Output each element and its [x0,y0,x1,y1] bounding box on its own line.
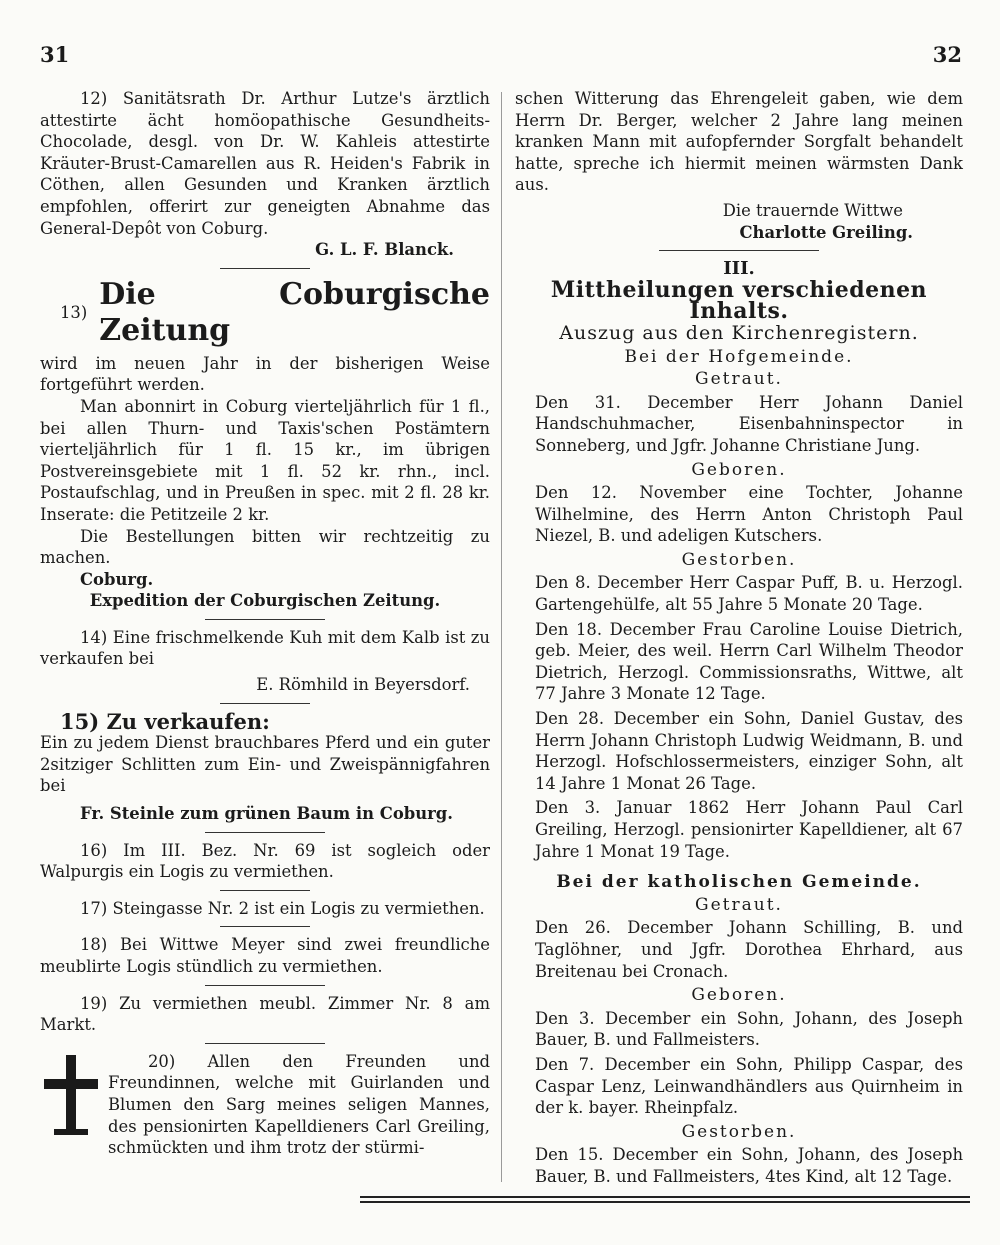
separator-rule [205,1043,325,1044]
ad-15-text: Ein zu jedem Dienst brauchbares Pferd und ein guter 2sitziger Schlitten zum Ein- und Zweispännigfahren bei [40,733,490,796]
ad-20-continued: schen Witterung das Ehrengeleit gaben, wie dem Herrn Dr. Berger, welcher 2 Jahre lang meinen kranken Mann mit aufopfernder Sorgfalt behandelt hatte, spreche ich hiermit meinen wärmsten Dank aus. [515,89,963,195]
separator-rule [220,890,310,891]
ad-13-number: 13) [60,302,88,322]
hof-birth-entry: Den 12. November eine Tochter, Johanne Wilhelmine, des Herrn Anton Christoph Paul Niezel, B. und adeligen Kutschers. [535,483,963,546]
kath-gestorben-label: Gestorben. [681,1121,797,1142]
ad-13-signature: Expedition der Coburgischen Zeitung. [89,591,441,611]
ad-15-signature: Fr. Steinle zum grünen Baum in Coburg. [80,804,453,824]
ad-13-intro: wird im neuen Jahr in der bisherigen Weise fortgeführt werden. [40,353,490,395]
ad-19: 19) Zu vermiethen meubl. Zimmer Nr. 8 am Markt. [40,993,490,1035]
kath-geboren-label: Geboren. [691,985,787,1006]
section-subtitle: Auszug aus den Kirchenregistern. [559,321,919,344]
page-end-double-rule [360,1196,970,1206]
hof-death-entry: Den 18. December Frau Caroline Louise Dietrich, geb. Meier, des weil. Herrn Carl Wilhelm Theodor Dietrich, Herzogl. Commissionsraths, Wittwe, alt 77 Jahre 3 Monate 12 Tage. [535,619,963,704]
kath-birth-entry: Den 7. December ein Sohn, Philipp Caspar, des Caspar Lenz, Leinwandhändlers aus Quirnheim in der k. bayer. Rheinpfalz. [535,1054,963,1118]
kath-getraut-label: Getraut. [695,894,783,915]
ad-13-place: Coburg. [80,569,154,589]
ad-17: 17) Steingasse Nr. 2 ist ein Logis zu vermiethen. [80,898,485,918]
ad-14 [40,627,490,696]
kath-death-entry: Den 15. December ein Sohn, Johann, des Joseph Bauer, B. und Fallmeisters, 4tes Kind, alt 12 Tage. [535,1145,963,1186]
ad-16: 16) Im III. Bez. Nr. 69 ist sogleich oder Walpurgis ein Logis zu vermiethen. [40,840,490,882]
separator-rule [205,832,325,833]
ad-12-text: 12) Sanitätsrath Dr. Arthur Lutze's ärztlich attestirte ächt homöopathische Gesundheits-Chocolade, desgl. von Dr. W. Kahleis attestirte Kräuter-Brust-Camarellen aus R. Heiden's Fabrik in Cöthen, allen Gesunden und Kranken ärztlich empfohlen, offerirt zur geneigten Abnahme das General-Depôt von Coburg. [40,89,490,238]
ad-13-subscription: Man abonnirt in Coburg vierteljährlich für 1 fl., bei allen Thurn- und Taxis'schen Postämtern vierteljährlich für 1 fl. 15 kr., im übrigen Postvereinsgebiete mit 1 fl. 52 kr. rhn., incl. Postaufschlag, und in Preußen in spec. mit 2 fl. 28 kr. Inserate: die Petitzeile 2 kr. [40,396,490,524]
hof-gestorben-label: Gestorben. [681,549,797,570]
separator-rule [220,268,310,269]
ad-13 [40,277,490,612]
hof-death-entry: Den 3. Januar 1862 Herr Johann Paul Carl Greiling, Herzogl. pensionirter Kapelldiener, alt 67 Jahre 1 Monat 19 Tage. [535,798,963,861]
ad-13-orders: Die Bestellungen bitten wir rechtzeitig zu machen. [40,526,490,568]
ad-15-heading: 15) Zu verkaufen: [60,708,270,734]
page-number-right: 32 [932,42,962,67]
ad-14-text: 14) Eine frischmelkende Kuh mit dem Kalb ist zu verkaufen bei [40,627,490,669]
hof-death-entry: Den 28. December ein Sohn, Daniel Gustav, des Herrn Johann Christoph Ludwig Weidmann, B. und Herzogl. Hofschlossermeisters, einziger Sohn, alt 14 Jahre 1 Monat 26 Tage. [535,709,963,793]
hof-heading: Bei der Hofgemeinde. [624,346,854,367]
ad-12 [40,88,490,261]
kath-heading: Bei der katholischen Gemeinde. [556,872,922,893]
hof-death-entry: Den 8. December Herr Caspar Puff, B. u. Herzogl. Gartengehülfe, alt 55 Jahre 5 Monate 20 Tage. [535,573,963,615]
left-column [40,88,490,1159]
ad-12-signature: G. L. F. Blanck. [315,240,454,260]
page-number-left: 31 [40,42,70,67]
separator-rule [205,985,325,986]
section-number: III. [723,258,755,280]
separator-rule [659,250,819,251]
separator-rule [220,926,310,927]
ad-14-signature: E. Römhild in Beyersdorf. [256,675,470,695]
column-divider [501,92,502,1182]
ad-15 [40,708,490,825]
ad-13-title: Die Coburgische Zeitung [99,276,490,348]
ad-20-text: 20) Allen den Freunden und Freundinnen, welche mit Guirlanden und Blumen den Sarg meines seligen Mannes, des pensionirten Kapelldieners Carl Greiling, schmückten und ihm trotz der stürmi- [108,1051,490,1158]
hof-geboren-label: Geboren. [691,459,787,480]
hof-marriage-entry: Den 31. December Herr Johann Daniel Handschuhmacher, Eisenbahninspector in Sonneberg, und Jgfr. Johanne Christiane Jung. [535,392,963,455]
section-title: Mittheilungen verschiedenen Inhalts. [550,276,928,325]
right-column [515,88,963,1191]
separator-rule [220,703,310,704]
kath-birth-entry: Den 3. December ein Sohn, Johann, des Joseph Bauer, B. und Fallmeisters. [535,1008,963,1050]
separator-rule [205,619,325,620]
cross-icon [40,1053,102,1143]
hof-getraut-label: Getraut. [695,369,783,390]
ad-20-signature-line2: Charlotte Greiling. [739,222,913,242]
kath-marriage-entry: Den 26. December Johann Schilling, B. und Taglöhner, und Jgfr. Dorothea Ehrhard, aus Breitenau bei Cronach. [535,918,963,981]
ad-20-signature-line1: Die trauernde Wittwe [722,200,903,220]
ad-20 [40,1051,490,1159]
ad-18: 18) Bei Wittwe Meyer sind zwei freundliche meublirte Logis stündlich zu vermiethen. [40,935,490,976]
